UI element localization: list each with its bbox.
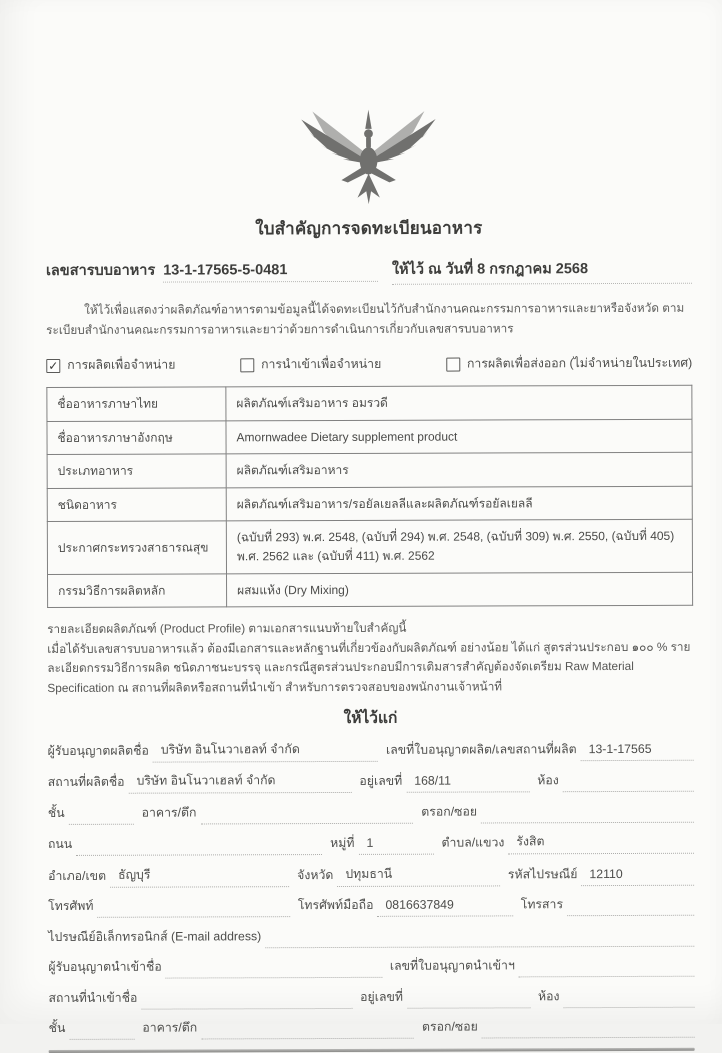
document-title: ใบสำคัญการจดทะเบียนอาหาร — [255, 218, 483, 239]
lane-label: ตรอก/ซอย — [421, 804, 478, 819]
mobile-value: 0816637849 — [377, 898, 512, 917]
import-floor-label: ชั้น — [48, 1021, 66, 1036]
row-label: กรรมวิธีการผลิตหลัก — [48, 574, 227, 608]
row-label: ชื่ออาหารภาษาอังกฤษ — [47, 421, 226, 455]
product-profile-notes — [47, 618, 693, 698]
table-row-english-name — [47, 419, 692, 455]
floor-label: ชั้น — [47, 805, 65, 820]
certificate-content — [45, 0, 695, 1053]
row-value: ผลิตภัณฑ์เสริมอาหาร/รอยัลเยลลีและผลิตภัณฑ์รอยัลเยลลี — [226, 486, 692, 521]
province-label: จังหวัด — [297, 867, 334, 882]
garuda-emblem — [288, 103, 448, 212]
checkbox-label: การผลิตเพื่อส่งออก (ไม่จำหน่ายในประเทศ) — [466, 355, 693, 371]
table-row-food-category — [47, 453, 692, 489]
registration-number-label: เลขสารบบอาหาร — [45, 262, 156, 279]
given-to-heading: ให้ไว้แก่ — [343, 709, 398, 727]
import-site-value — [141, 990, 352, 1010]
intro-paragraph: ให้ไว้เพื่อแสดงว่าผลิตภัณฑ์อาหารตามข้อมูลนี้ได้จดทะเบียนไว้กับสำนักงานคณะกรรมการอาหารและยาหรือจังหวัด ตามระเบียบสำนักงานคณะกรรมการอาหารและยาว่าด้วยการดำเนินการเกี่ยวกับเลขสารบบอาหาร — [46, 300, 685, 338]
importer-name-label: ผู้รับอนุญาตนำเข้าชื่อ — [48, 959, 162, 975]
import-building-value — [201, 1020, 414, 1040]
form-row-floor-building — [48, 801, 694, 824]
product-info-table — [46, 385, 693, 608]
mobile-label: โทรศัพท์มือถือ — [297, 898, 374, 913]
note-line-2: เมื่อได้รับเลขสารบบอาหารแล้ว ต้องมีเอกสารและหลักฐานที่เกี่ยวข้องกับผลิตภัณฑ์ อย่างน้อย ได้แก่ สูตรส่วนประกอบ ๑๐๐ % รายละเอียดกรรมวิธีการผลิต ชนิดภาชนะบรรจุ และกรณีสูตรส่วนประกอบมีการเติมสารสำคัญต้องจัดเตรียม Raw Material Specification ณ สถานที่ผลิตหรือสถานที่นำเข้า สำหรับการตรวจสอบของพนักงานเจ้าหน้าที่ — [47, 640, 691, 695]
room-label: ห้อง — [537, 773, 559, 788]
district-label: อำเภอ/เขต — [48, 868, 107, 883]
moo-label: หมู่ที่ — [330, 836, 355, 851]
import-address-no-value — [407, 989, 530, 1008]
postal-code-value: 12110 — [581, 866, 694, 885]
form-row-importer — [48, 956, 694, 979]
form-row-email — [48, 925, 694, 948]
import-building-label: อาคาร/ตึก — [142, 1020, 198, 1035]
import-site-label: สถานที่นำเข้าชื่อ — [48, 990, 138, 1005]
row-label: ประเภทอาหาร — [47, 454, 226, 488]
fax-value — [567, 897, 694, 916]
fax-label: โทรสาร — [520, 897, 564, 912]
email-label: ไปรษณีย์อิเล็กทรอนิกส์ (E-mail address) — [48, 928, 262, 944]
importer-name-value — [166, 959, 382, 979]
row-label: ชื่ออาหารภาษาไทย — [47, 387, 226, 421]
checkbox-checked-icon: ✓ — [48, 358, 59, 373]
producer-license-label: เลขที่ใบอนุญาตผลิต/เลขสถานที่ผลิต — [385, 741, 577, 757]
telephone-value — [97, 898, 289, 918]
checkbox-unchecked-icon — [446, 357, 460, 371]
form-row-import-site — [48, 986, 694, 1009]
import-address-no-label: อยู่เลขที่ — [360, 989, 404, 1004]
producer-license-value: 13-1-17565 — [581, 741, 694, 760]
import-license-value — [519, 958, 695, 978]
province-value: ปทุมธานี — [337, 864, 500, 887]
checkbox-label: การผลิตเพื่อจำหน่าย — [67, 357, 176, 373]
license-type-checkboxes — [46, 354, 692, 375]
registration-number-value: 13-1-17565-5-0481 — [163, 262, 378, 283]
road-value — [76, 836, 322, 856]
floor-value — [69, 805, 134, 824]
checkbox-produce-for-export — [446, 354, 692, 374]
row-value: (ฉบับที่ 293) พ.ศ. 2548, (ฉบับที่ 294) พ.ศ. 2548, (ฉบับที่ 309) พ.ศ. 2550, (ฉบับที่ 405) พ.ศ. 2562 และ (ฉบับที่ 411) พ.ศ. 2562 — [226, 520, 692, 574]
producer-name-value: บริษัท อินโนวาเฮลท์ จำกัด — [153, 740, 378, 763]
checkbox-produce-for-sale — [46, 356, 175, 375]
row-value: ผสมแห้ง (Dry Mixing) — [227, 572, 693, 607]
table-row-food-type — [47, 486, 692, 522]
import-room-value — [563, 988, 694, 1007]
district-value: ธัญบุรี — [110, 865, 289, 888]
registration-row — [46, 257, 692, 286]
table-row-thai-name — [47, 385, 692, 421]
row-value: ผลิตภัณฑ์เสริมอาหาร — [226, 453, 692, 488]
row-label: ชนิดอาหาร — [47, 488, 226, 522]
row-value: Amornwadee Dietary supplement product — [226, 419, 692, 454]
road-label: ถนน — [47, 837, 73, 852]
postal-code-label: รหัสไปรษณีย์ — [507, 866, 578, 882]
checkbox-import-for-sale — [240, 355, 381, 374]
issue-date: ให้ไว้ ณ วันที่ 8 กรกฎาคม 2568 — [392, 257, 692, 285]
room-value — [563, 773, 694, 792]
site-name-label: สถานที่ผลิตชื่อ — [47, 774, 125, 790]
row-label: ประกาศกระทรวงสาธารณสุข — [47, 521, 226, 574]
bottom-divider — [49, 1047, 695, 1052]
lane-value — [481, 803, 694, 823]
import-lane-label: ตรอก/ซอย — [421, 1019, 478, 1034]
import-lane-value — [482, 1019, 695, 1039]
form-row-road-moo-subdistrict — [48, 832, 694, 856]
building-label: อาคาร/ตึก — [141, 805, 197, 820]
checkbox-label: การนำเข้าเพื่อจำหน่าย — [261, 356, 382, 372]
note-line-1: รายละเอียดผลิตภัณฑ์ (Product Profile) ตามเอกสารแนบท้ายใบสำคัญนี้ — [47, 620, 407, 637]
site-name-value: บริษัท อินโนวาเฮลท์ จำกัด — [129, 771, 352, 794]
import-license-label: เลขที่ใบอนุญาตนำเข้าฯ — [389, 958, 515, 973]
table-row-production-method — [48, 572, 693, 608]
building-value — [200, 804, 413, 824]
checkbox-unchecked-icon — [240, 358, 254, 372]
form-row-production-site — [48, 770, 694, 794]
telephone-label: โทรศัพท์ — [48, 899, 94, 914]
table-row-ministry-notification — [47, 520, 692, 574]
form-row-import-floor-building — [49, 1017, 695, 1040]
subdistrict-value: รังสิต — [508, 832, 694, 855]
form-row-district-province-zip — [48, 863, 694, 887]
form-row-producer — [48, 738, 694, 762]
import-floor-value — [69, 1021, 134, 1040]
form-row-phones — [48, 895, 694, 918]
address-no-label: อยู่เลขที่ — [359, 773, 403, 789]
licensee-form — [48, 738, 695, 1040]
import-room-label: ห้อง — [537, 988, 560, 1003]
producer-name-label: ผู้รับอนุญาตผลิตชื่อ — [47, 743, 149, 758]
moo-value: 1 — [358, 836, 433, 855]
address-no-value: 168/11 — [406, 774, 529, 793]
subdistrict-label: ตำบล/แขวง — [441, 835, 505, 850]
row-value: ผลิตภัณฑ์เสริมอาหาร อมรวดี — [226, 385, 692, 420]
email-value — [265, 927, 694, 947]
